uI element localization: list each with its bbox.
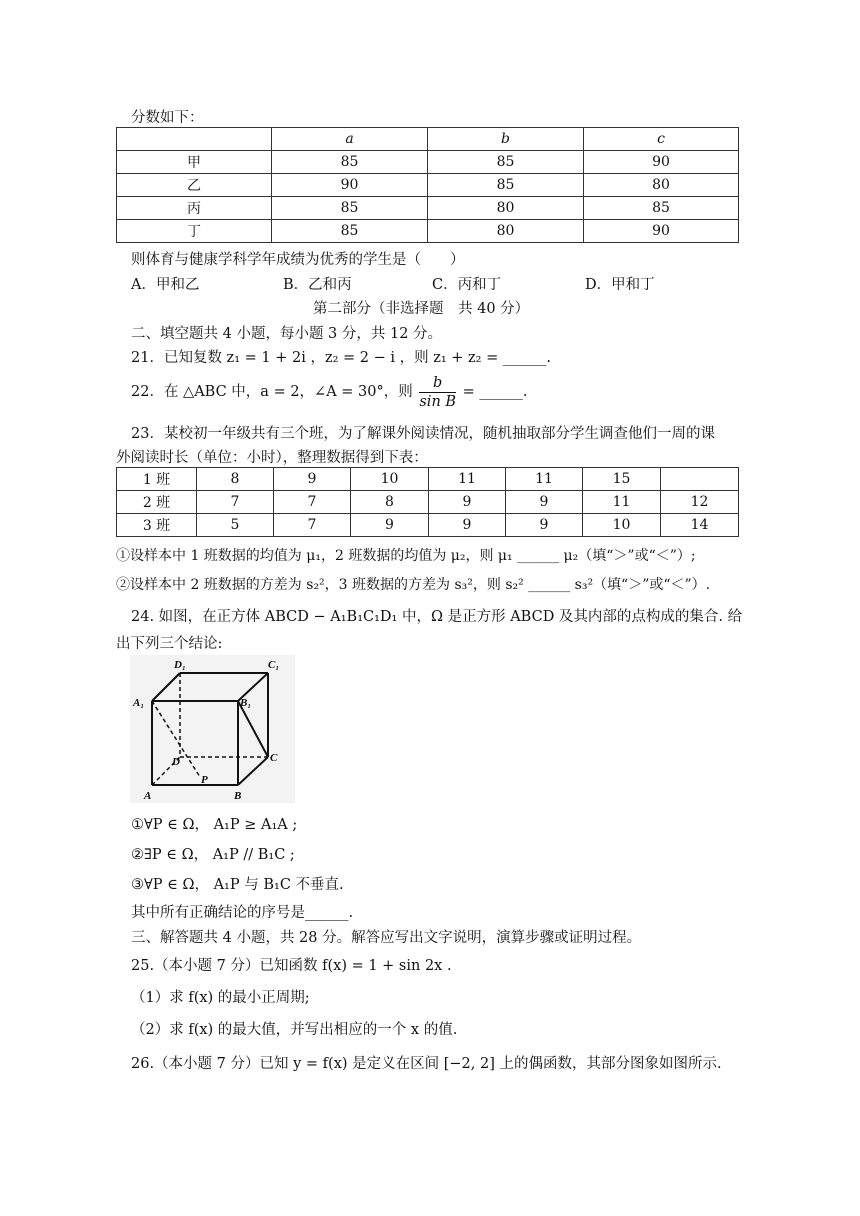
q22-suffix: = ______. xyxy=(462,384,528,400)
label-d: D xyxy=(172,756,180,768)
table-cell: 90 xyxy=(584,220,739,243)
table-row xyxy=(117,151,739,174)
q24-conclusion-2: ②∃P ∈ Ω， A₁P // B₁C ; xyxy=(131,847,295,863)
label-c1: C₁ xyxy=(268,659,280,671)
q22-text xyxy=(131,373,528,411)
table-cell: 80 xyxy=(428,220,584,243)
q25-stem: 25.（本小题 7 分）已知函数 f(x) = 1 + sin 2x . xyxy=(131,958,452,974)
table-row xyxy=(117,197,739,220)
table-cell: 3 班 xyxy=(117,514,197,537)
table-cell: 85 xyxy=(428,174,584,197)
table-cell: 10 xyxy=(351,468,429,491)
table-cell: 85 xyxy=(428,151,584,174)
q22-numerator: b xyxy=(419,374,456,393)
table-cell: 85 xyxy=(584,197,739,220)
table-row xyxy=(117,174,739,197)
reading-table xyxy=(116,467,739,537)
header-cell: a xyxy=(272,128,428,151)
table-cell: 14 xyxy=(661,514,739,537)
table-cell: 85 xyxy=(272,197,428,220)
table-cell: 9 xyxy=(351,514,429,537)
table-cell: 80 xyxy=(584,174,739,197)
q23-statement-1: ①设样本中 1 班数据的均值为 μ₁，2 班数据的均值为 μ₂，则 μ₁ ______ μ₂（填“＞”或“＜”）; xyxy=(116,548,696,564)
table-cell: 8 xyxy=(351,491,429,514)
q21-text: 21．已知复数 z₁ = 1 + 2i ，z₂ = 2 − i ，则 z₁ + z₂ = ______. xyxy=(131,350,551,366)
table-cell: 乙 xyxy=(117,174,272,197)
q23-line2: 外阅读时长（单位：小时），整理数据得到下表： xyxy=(116,450,428,466)
table-cell: 丙 xyxy=(117,197,272,220)
figure-background xyxy=(130,655,295,803)
q24-conclusion-3: ③∀P ∈ Ω， A₁P 与 B₁C 不垂直. xyxy=(131,877,344,893)
table-cell: 丁 xyxy=(117,220,272,243)
table-cell xyxy=(661,468,739,491)
table-cell: 90 xyxy=(272,174,428,197)
table-cell: 2 班 xyxy=(117,491,197,514)
table-cell: 11 xyxy=(583,491,661,514)
q22-fraction xyxy=(419,374,456,411)
q25-part-2: （2）求 f(x) 的最大值，并写出相应的一个 x 的值. xyxy=(131,1022,458,1038)
q26-stem: 26.（本小题 7 分）已知 y = f(x) 是定义在区间 [−2, 2] 上的偶函数，其部分图象如图所示. xyxy=(131,1056,722,1072)
label-c: C xyxy=(270,752,278,764)
header-cell: c xyxy=(584,128,739,151)
q20-option-c: C．丙和丁 xyxy=(432,277,502,293)
table-cell: 85 xyxy=(272,151,428,174)
label-a: A xyxy=(144,790,152,802)
label-d1: D₁ xyxy=(174,659,186,671)
q24-line1: 24. 如图，在正方体 ABCD − A₁B₁C₁D₁ 中，Ω 是正方形 ABCD 及其内部的点构成的集合. 给 xyxy=(131,609,743,625)
table-cell: 90 xyxy=(584,151,739,174)
table-cell: 11 xyxy=(506,468,583,491)
table-cell: 9 xyxy=(429,514,506,537)
table-cell: 9 xyxy=(429,491,506,514)
table-cell: 1 班 xyxy=(117,468,197,491)
q24-ask: 其中所有正确结论的序号是______. xyxy=(131,905,354,921)
table-row xyxy=(117,220,739,243)
q24-line2: 出下列三个结论: xyxy=(116,636,223,652)
label-p: P xyxy=(201,774,208,786)
q20-stem: 则体育与健康学科学年成绩为优秀的学生是（ ） xyxy=(131,252,465,268)
q23-line1: 23．某校初一年级共有三个班，为了解课外阅读情况，随机抽取部分学生调查他们一周的课 xyxy=(131,426,715,442)
section3-heading: 三、解答题共 4 小题，共 28 分。解答应写出文字说明，演算步骤或证明过程。 xyxy=(131,930,642,946)
table-cell: 12 xyxy=(661,491,739,514)
q22-denominator: sin B xyxy=(419,393,457,410)
table-header-row xyxy=(117,128,739,151)
table-cell: 甲 xyxy=(117,151,272,174)
table-row xyxy=(117,491,739,514)
label-b: B xyxy=(234,790,242,802)
table-cell: 9 xyxy=(274,468,351,491)
header-cell: b xyxy=(428,128,584,151)
table-cell: 7 xyxy=(274,491,351,514)
table-cell: 8 xyxy=(197,468,274,491)
q25-part-1: （1）求 f(x) 的最小正周期; xyxy=(131,990,310,1006)
table-cell: 7 xyxy=(197,491,274,514)
table-cell: 11 xyxy=(429,468,506,491)
table-cell: 9 xyxy=(506,491,583,514)
q23-statement-2: ②设样本中 2 班数据的方差为 s₂²，3 班数据的方差为 s₃²，则 s₂² ______ s₃²（填“＞”或“＜”）. xyxy=(116,577,711,593)
cube-figure xyxy=(130,655,295,803)
table-row xyxy=(117,514,739,537)
q20-option-a: A．甲和乙 xyxy=(131,277,200,293)
table-cell: 80 xyxy=(428,197,584,220)
table-cell: 10 xyxy=(583,514,661,537)
table-cell: 85 xyxy=(272,220,428,243)
q20-option-b: B．乙和丙 xyxy=(283,277,352,293)
label-b1: B₁ xyxy=(240,697,252,709)
q24-conclusion-1: ①∀P ∈ Ω， A₁P ≥ A₁A ; xyxy=(131,817,298,833)
table-cell: 7 xyxy=(274,514,351,537)
q22-prefix: 22．在 △ABC 中，a = 2，∠A = 30°，则 xyxy=(131,384,413,400)
score-table xyxy=(116,127,739,243)
table-cell: 5 xyxy=(197,514,274,537)
table-row xyxy=(117,468,739,491)
label-a1: A₁ xyxy=(133,697,145,709)
table-cell: 15 xyxy=(583,468,661,491)
q20-option-d: D．甲和丁 xyxy=(585,277,655,293)
header-cell xyxy=(117,128,272,151)
table-cell: 9 xyxy=(506,514,583,537)
intro-text: 分数如下： xyxy=(131,110,204,126)
part2-title: 第二部分（非选择题 共 40 分） xyxy=(313,301,530,317)
section2-heading: 二、填空题共 4 小题，每小题 3 分，共 12 分。 xyxy=(131,326,443,342)
